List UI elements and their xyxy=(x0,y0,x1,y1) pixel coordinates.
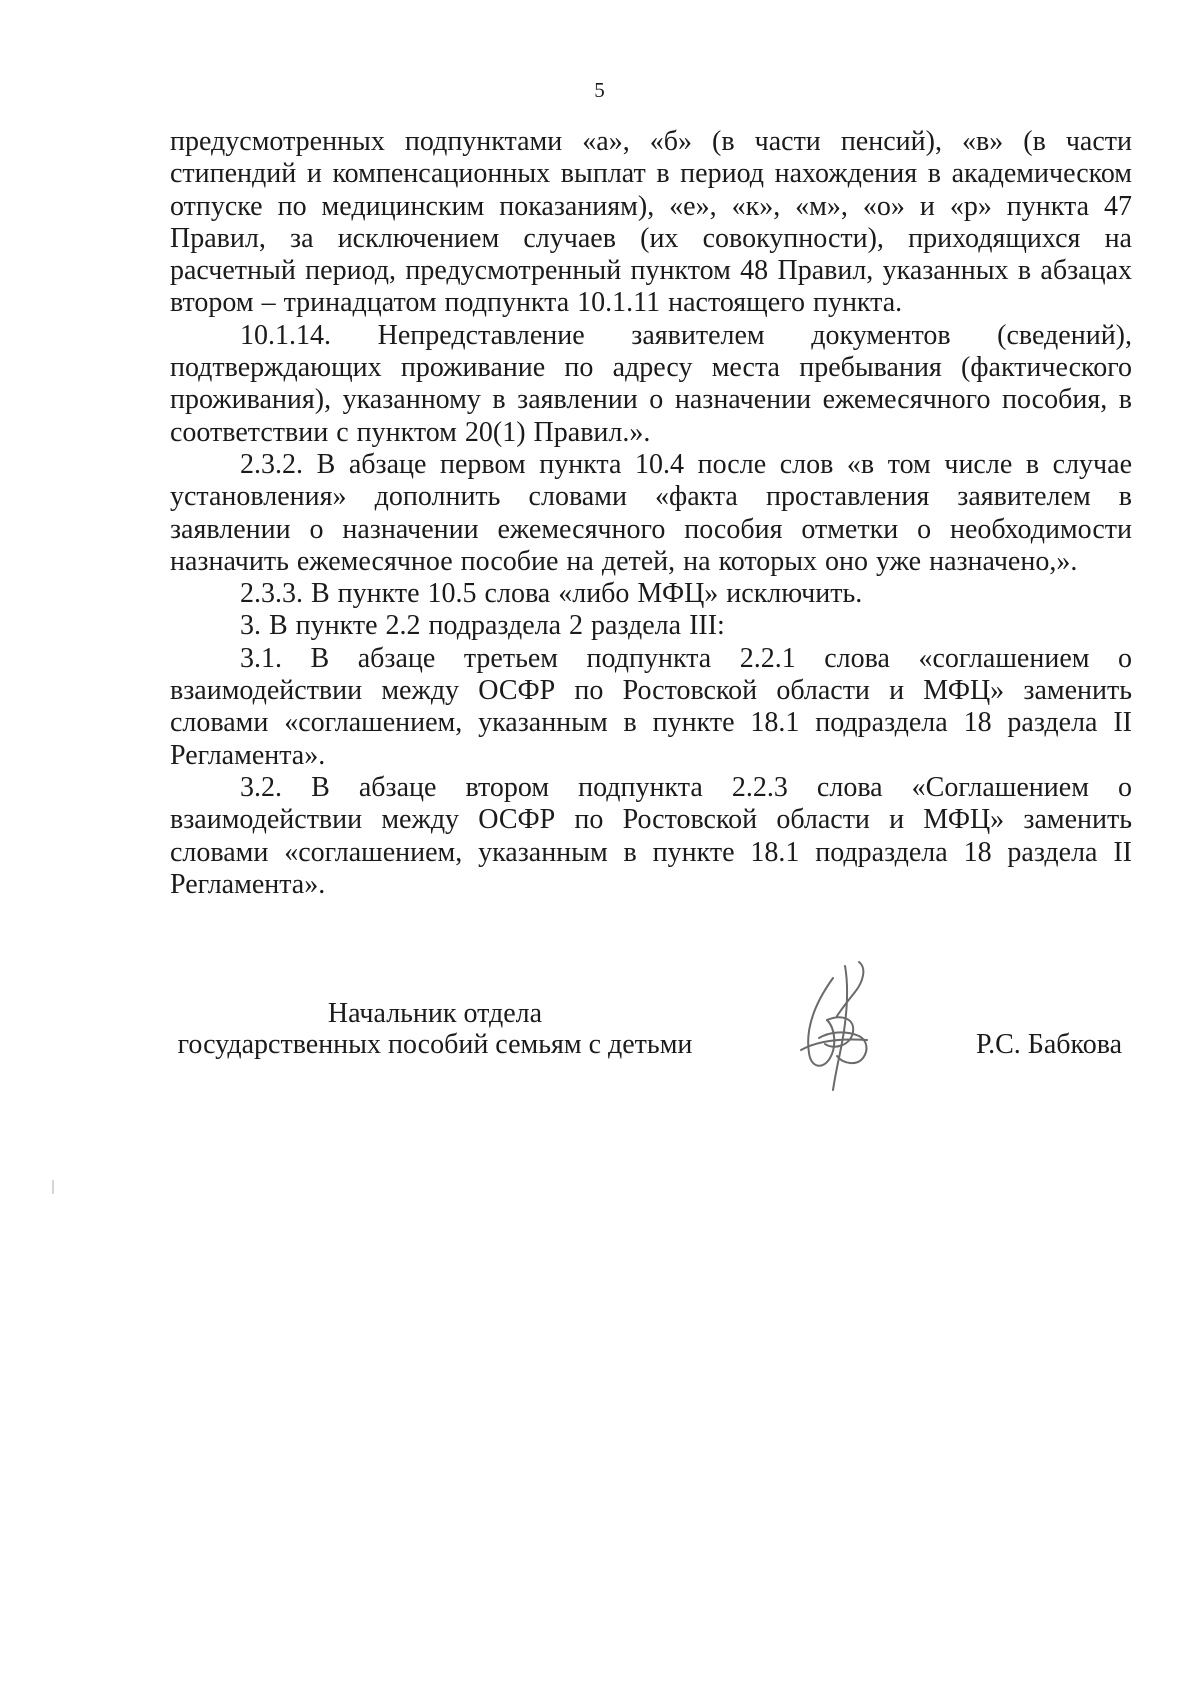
paragraph: 3.1. В абзаце третьем подпункта 2.2.1 слова «соглашением о взаимодействии между ОСФР по Ростовской области и МФЦ» заменить словами «соглашением, указанным в пункте 18.1 подраздела 18 раздела II Регламента». xyxy=(170,642,1132,771)
page-number: 5 xyxy=(594,78,606,102)
paragraph: 2.3.3. В пункте 10.5 слова «либо МФЦ» исключить. xyxy=(240,578,863,610)
position-line: Начальник отдела xyxy=(327,998,543,1029)
signature-block xyxy=(170,998,1132,1118)
scan-artifact xyxy=(52,1180,54,1194)
paragraph: предусмотренных подпунктами «а», «б» (в части пенсий), «в» (в части стипендий и компенсационных выплат в период нахождения в академическом отпуске по медицинским показаниям), «е», «к», «м», «о» и «р» пункта 47 Правил, за исключением случаев (их совокупности), приходящихся на расчетный период, предусмотренный пунктом 48 Правил, указанных в абзацах втором – тринадцатом подпункта 10.1.11 настоящего пункта. xyxy=(170,126,1132,319)
paragraph: 3. В пункте 2.2 подраздела 2 раздела III: xyxy=(240,610,725,642)
signatory-position xyxy=(170,998,700,1060)
handwritten-signature xyxy=(775,958,895,1098)
paragraph: 3.2. В абзаце втором подпункта 2.2.3 слова «Соглашением о взаимодействии между ОСФР по Ростовской области и МФЦ» заменить словами «соглашением, указанным в пункте 18.1 подраздела 18 раздела II Регламента». xyxy=(170,771,1132,900)
document-body xyxy=(170,126,1132,901)
position-line: государственных пособий семьям с детьми xyxy=(177,1029,693,1060)
paragraph: 10.1.14. Непредставление заявителем документов (сведений), подтверждающих проживание по адресу места пребывания (фактического проживания), указанному в заявлении о назначении ежемесячного пособия, в соответствии с пунктом 20(1) Правил.». xyxy=(170,319,1132,448)
signatory-name: Р.С. Бабкова xyxy=(976,1029,1122,1060)
paragraph: 2.3.2. В абзаце первом пункта 10.4 после слов «в том числе в случае установления» дополнить словами «факта проставления заявителем в заявлении о назначении ежемесячного пособия отметки о необходимости назначить ежемесячное пособие на детей, на которых оно уже назначено,». xyxy=(170,448,1132,577)
